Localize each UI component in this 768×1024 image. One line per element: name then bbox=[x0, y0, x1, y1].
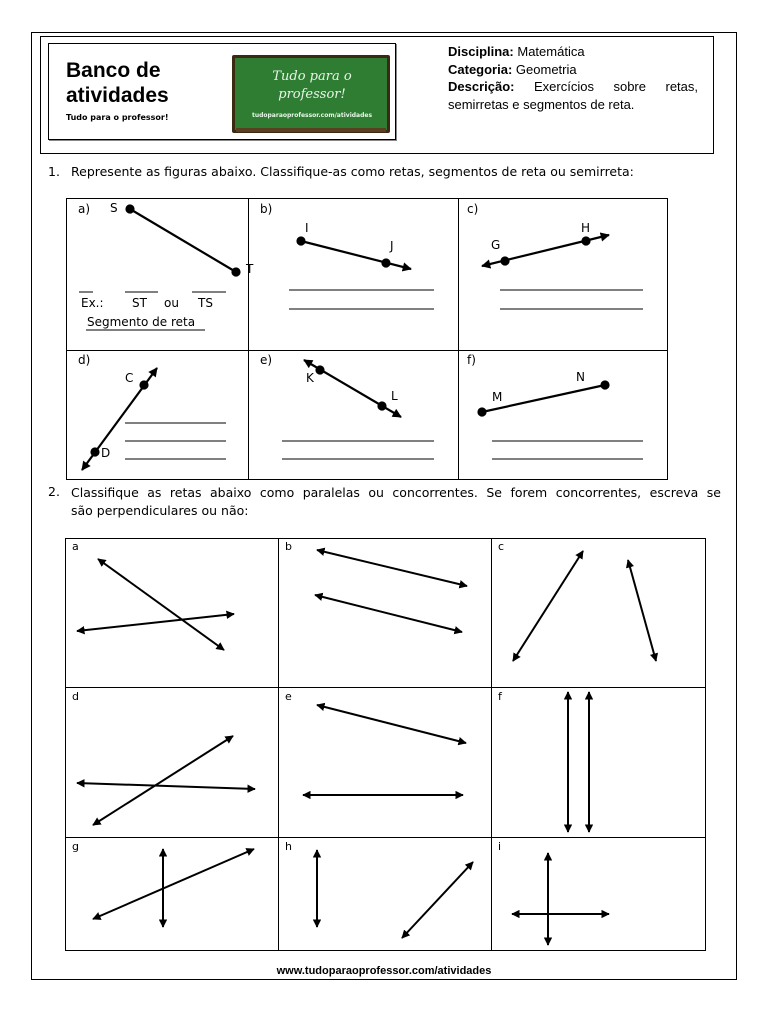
q1-point-i: I bbox=[305, 221, 309, 235]
q1-example-prefix: Ex.: bbox=[81, 296, 104, 310]
q1-cell-e-letter: e) bbox=[260, 353, 273, 367]
q1-point-n: N bbox=[576, 370, 585, 384]
chalkboard-text-line2: professor! bbox=[278, 87, 346, 102]
q2-text-line2: são perpendiculares ou não: bbox=[71, 503, 249, 518]
q1-answer-lines bbox=[79, 290, 643, 459]
q1-point-l: L bbox=[391, 389, 398, 403]
q2-figure-d-line-2 bbox=[77, 783, 255, 789]
categoria-label: Categoria: bbox=[448, 61, 513, 77]
q1-figure-e-point-k bbox=[317, 367, 324, 374]
q1-point-m: M bbox=[492, 390, 503, 404]
q1-cell-f-letter: f) bbox=[467, 353, 476, 367]
q1-figure-e-point-l bbox=[379, 403, 386, 410]
q1-grid bbox=[67, 199, 668, 480]
q2-figure-d-line-1 bbox=[93, 736, 233, 825]
q1-grid-border bbox=[67, 199, 668, 480]
q2-cell-h-letter: h bbox=[285, 840, 292, 853]
q2-text-line1: Classifique as retas abaixo como paralelas ou concorrentes. Se forem concorrentes, escreva se bbox=[71, 485, 721, 500]
chalkboard-text-line1: Tudo para o bbox=[272, 69, 352, 84]
q1-cell-c-letter: c) bbox=[467, 202, 479, 216]
q1-point-t: T bbox=[246, 262, 254, 276]
q1-figure-b-ray bbox=[301, 241, 411, 269]
disciplina-label: Disciplina: bbox=[448, 44, 514, 59]
q1-text: Represente as figuras abaixo. Classifique-as como retas, segmentos de reta ou semirreta: bbox=[71, 164, 634, 179]
q1-example-name1: ST bbox=[132, 296, 147, 310]
disciplina-value: Matemática bbox=[517, 44, 585, 59]
q1-figure-b-point-i bbox=[298, 238, 305, 245]
chalkboard-url: tudoparaoprofessor.com/atividades bbox=[251, 112, 373, 119]
q2-figure-c-line-1 bbox=[513, 551, 583, 661]
q1-figure-d-point-c bbox=[141, 382, 148, 389]
q1-figure-a-segment bbox=[130, 209, 236, 272]
q2-cell-d-letter: d bbox=[72, 690, 79, 703]
q1-example-name2: TS bbox=[198, 296, 213, 310]
q1-point-s: S bbox=[110, 201, 118, 215]
footer-url: www.tudoparaoprofessor.com/atividades bbox=[276, 965, 492, 977]
q2-cell-b-letter: b bbox=[285, 540, 292, 553]
q2-cell-a-letter: a bbox=[72, 540, 79, 553]
q1-figure-c-point-g bbox=[502, 258, 509, 265]
q1-cell-b-letter: b) bbox=[260, 202, 273, 216]
categoria-value: Geometria bbox=[515, 61, 577, 77]
q2-number: 2. bbox=[48, 484, 60, 499]
descricao-label: Descrição: bbox=[448, 79, 515, 94]
q1-point-c: C bbox=[125, 371, 134, 385]
q2-figure-h-line-2 bbox=[402, 862, 473, 938]
q1-point-h: H bbox=[581, 221, 591, 235]
logo-title-line1: Banco de bbox=[66, 59, 161, 82]
logo-title-line2: atividades bbox=[66, 84, 169, 107]
q2-figure-c-line-2 bbox=[628, 560, 656, 661]
q1-example-answer: Segmento de reta bbox=[87, 315, 196, 329]
q2-figure-e-line-1 bbox=[317, 705, 466, 743]
q2-cell-i-letter: i bbox=[498, 840, 502, 853]
q1-cell-a-letter: a) bbox=[78, 202, 91, 216]
q1-point-k: K bbox=[306, 371, 314, 385]
q1-figure-f-point-m bbox=[479, 409, 486, 416]
q2-figure-a-line-1 bbox=[98, 559, 224, 650]
q1-point-d: D bbox=[101, 446, 111, 460]
q1-figure-a-point-s bbox=[127, 206, 134, 213]
q2-figure-a-line-2 bbox=[77, 614, 234, 631]
q1-figure-f-point-n bbox=[602, 382, 609, 389]
q1-figure-d-point-d bbox=[92, 449, 99, 456]
q2-cell-g-letter: g bbox=[72, 840, 79, 853]
q1-figure-b-point-j bbox=[383, 260, 390, 267]
q1-point-g: G bbox=[491, 238, 501, 252]
q2-figure-b-line-1 bbox=[317, 550, 467, 586]
logo-tagline: Tudo para o professor! bbox=[66, 113, 169, 122]
q1-cell-d-letter: d) bbox=[78, 353, 91, 367]
q2-figure-b-line-2 bbox=[315, 595, 462, 632]
q1-figure-c-point-h bbox=[583, 238, 590, 245]
q2-cell-e-letter: e bbox=[285, 690, 292, 703]
q1-figure-f-segment bbox=[482, 385, 605, 412]
descricao-value: Exercícios sobre retas, semirretas e segmentos de reta. bbox=[448, 79, 698, 112]
q1-point-j: J bbox=[390, 239, 394, 253]
q1-figure-a-point-t bbox=[233, 269, 240, 276]
q2-cell-f-letter: f bbox=[498, 690, 502, 703]
q1-number: 1. bbox=[48, 164, 60, 179]
q2-figure-g-line-2 bbox=[93, 849, 254, 919]
q1-example-sep: ou bbox=[164, 296, 179, 310]
q2-cell-c-letter: c bbox=[498, 540, 505, 553]
